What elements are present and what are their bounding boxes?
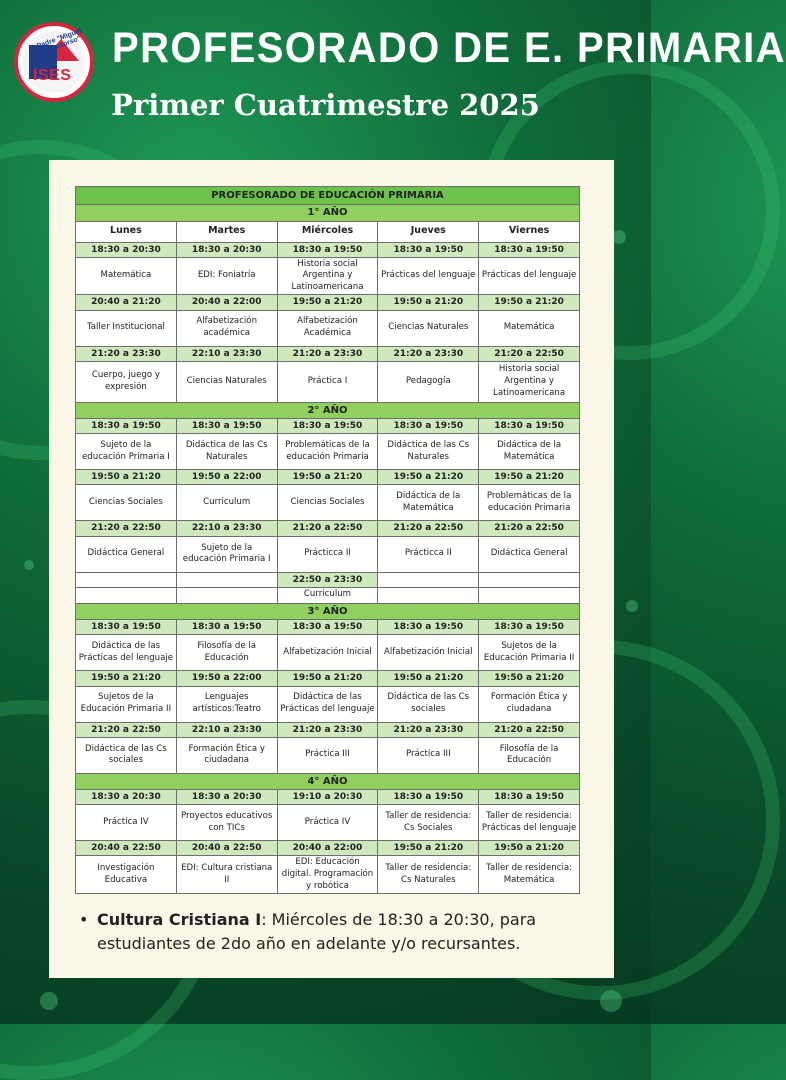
- subject-cell: Ciencias Sociales: [277, 485, 378, 521]
- note-label: Cultura Cristiana I: [97, 910, 262, 929]
- subject-cell: Didáctica General: [479, 536, 580, 572]
- subject-cell: Prácticca II: [378, 536, 479, 572]
- year-label: 3° AÑO: [76, 603, 580, 620]
- time-row: [76, 841, 580, 856]
- year-label: 1° AÑO: [76, 205, 580, 222]
- subject-cell: Cuerpo, juego y expresión: [76, 361, 177, 402]
- time-cell: 21:20 a 23:30: [76, 346, 177, 361]
- year-row: [76, 603, 580, 620]
- time-row: [76, 722, 580, 737]
- time-row: [76, 790, 580, 805]
- subject-cell: Taller de residencia: Matemática: [479, 856, 580, 894]
- subject-cell: Proyectos educativos con TICs: [176, 805, 277, 841]
- time-cell: 19:50 a 21:20: [76, 470, 177, 485]
- subject-cell: Taller de residencia: Prácticas del lenguaje: [479, 805, 580, 841]
- time-cell: 18:30 a 19:50: [479, 419, 580, 434]
- page-title: PROFESORADO DE E. PRIMARIA: [112, 24, 786, 72]
- subject-cell: Investigación Educativa: [76, 856, 177, 894]
- time-cell: 19:10 a 20:30: [277, 790, 378, 805]
- logo-ring-text: Padre "Miguel Bonaccorso": [36, 27, 83, 57]
- subject-cell: Curriculum: [176, 485, 277, 521]
- time-cell: 18:30 a 19:50: [76, 620, 177, 635]
- subject-cell: Formación Ética y ciudadana: [176, 737, 277, 773]
- time-cell: 18:30 a 19:50: [378, 419, 479, 434]
- time-cell: 19:50 a 21:20: [277, 295, 378, 310]
- time-cell: 19:50 a 21:20: [479, 470, 580, 485]
- subject-cell: Práctica IV: [76, 805, 177, 841]
- subject-row: [76, 310, 580, 346]
- subject-row: [76, 434, 580, 470]
- time-cell: 21:20 a 23:30: [277, 722, 378, 737]
- subject-cell: Didáctica de las Cs Naturales: [176, 434, 277, 470]
- subject-row: [76, 805, 580, 841]
- time-cell: 18:30 a 20:30: [176, 242, 277, 257]
- year-label: 2° AÑO: [76, 402, 580, 419]
- subject-cell: Didáctica de las Prácticas del lenguaje: [277, 686, 378, 722]
- time-cell: 20:40 a 22:50: [176, 841, 277, 856]
- time-cell: 18:30 a 19:50: [76, 419, 177, 434]
- subject-cell: Lenguajes artísticos:Teatro: [176, 686, 277, 722]
- subject-cell: Didáctica de las Prácticas del lenguaje: [76, 635, 177, 671]
- subject-cell: Alfabetización Inicial: [277, 635, 378, 671]
- subject-cell: Sujeto de la educación Primaria I: [76, 434, 177, 470]
- time-row: [76, 671, 580, 686]
- days-header-row: [76, 221, 580, 242]
- logo-text: ISES: [33, 67, 72, 84]
- subject-cell: Sujetos de la Educación Primaria II: [479, 635, 580, 671]
- subject-cell: Filosofía de la Educación: [176, 635, 277, 671]
- time-cell: 21:20 a 22:50: [76, 521, 177, 536]
- subject-cell: Didáctica de la Matemática: [378, 485, 479, 521]
- subject-cell: Prácticas del lenguaje: [479, 257, 580, 295]
- time-cell: 22:10 a 23:30: [176, 521, 277, 536]
- subject-cell: Taller Institucional: [76, 310, 177, 346]
- time-cell: 19:50 a 21:20: [378, 841, 479, 856]
- subject-cell: Historia social Argentina y Latinoamericana: [277, 257, 378, 295]
- time-cell: 19:50 a 21:20: [277, 470, 378, 485]
- subject-cell: Práctica III: [378, 737, 479, 773]
- time-cell: 19:50 a 22:00: [176, 671, 277, 686]
- subject-cell: Didáctica de las Cs sociales: [76, 737, 177, 773]
- time-cell: 21:20 a 22:50: [76, 722, 177, 737]
- time-cell: 22:10 a 23:30: [176, 346, 277, 361]
- time-cell: [479, 572, 580, 587]
- time-cell: 18:30 a 20:30: [176, 790, 277, 805]
- time-cell: 20:40 a 22:00: [277, 841, 378, 856]
- time-cell: 18:30 a 19:50: [176, 620, 277, 635]
- subject-cell: Alfabetización Inicial: [378, 635, 479, 671]
- subject-row: [76, 257, 580, 295]
- subject-row: [76, 587, 580, 603]
- subject-cell: Didáctica de las Cs sociales: [378, 686, 479, 722]
- subject-cell: Práctica IV: [277, 805, 378, 841]
- time-cell: 21:20 a 22:50: [277, 521, 378, 536]
- subject-cell: Sujetos de la Educación Primaria II: [76, 686, 177, 722]
- subject-cell: Ciencias Naturales: [378, 310, 479, 346]
- subject-cell: Práctica I: [277, 361, 378, 402]
- time-row: [76, 419, 580, 434]
- subject-cell: Alfabetización Académica: [277, 310, 378, 346]
- subject-row: [76, 635, 580, 671]
- subject-cell: Didáctica de la Matemática: [479, 434, 580, 470]
- subject-cell: Práctica III: [277, 737, 378, 773]
- logo-emblem-icon: [23, 27, 85, 93]
- time-cell: [176, 572, 277, 587]
- time-cell: [378, 572, 479, 587]
- time-cell: 20:40 a 21:20: [76, 295, 177, 310]
- subject-cell: Sujeto de la educación Primaria I: [176, 536, 277, 572]
- schedule-card: [49, 160, 614, 978]
- page-subtitle: Primer Cuatrimestre 2025: [111, 88, 540, 122]
- time-cell: 19:50 a 21:20: [378, 671, 479, 686]
- subject-cell: [176, 587, 277, 603]
- day-header: Lunes: [76, 221, 177, 242]
- time-cell: 20:40 a 22:00: [176, 295, 277, 310]
- subject-cell: Taller de residencia: Cs Sociales: [378, 805, 479, 841]
- subject-cell: Taller de residencia: Cs Naturales: [378, 856, 479, 894]
- subject-cell: Historia social Argentina y Latinoamericana: [479, 361, 580, 402]
- time-cell: 21:20 a 22:50: [479, 722, 580, 737]
- subject-cell: Alfabetización académica: [176, 310, 277, 346]
- subject-cell: EDI: Foniatría: [176, 257, 277, 295]
- time-cell: 22:50 a 23:30: [277, 572, 378, 587]
- time-cell: 19:50 a 22:00: [176, 470, 277, 485]
- time-cell: 19:50 a 21:20: [479, 671, 580, 686]
- subject-cell: [76, 587, 177, 603]
- time-cell: 20:40 a 22:50: [76, 841, 177, 856]
- time-cell: [76, 572, 177, 587]
- time-cell: 18:30 a 19:50: [277, 419, 378, 434]
- subject-cell: Matemática: [76, 257, 177, 295]
- subject-cell: Didáctica de las Cs Naturales: [378, 434, 479, 470]
- year-row: [76, 205, 580, 222]
- time-cell: 19:50 a 21:20: [378, 295, 479, 310]
- time-cell: 22:10 a 23:30: [176, 722, 277, 737]
- subject-cell: [479, 587, 580, 603]
- subject-cell: Prácticca II: [277, 536, 378, 572]
- time-row: [76, 346, 580, 361]
- time-cell: 21:20 a 22:50: [479, 521, 580, 536]
- time-cell: 18:30 a 19:50: [479, 790, 580, 805]
- time-row: [76, 470, 580, 485]
- time-row: [76, 295, 580, 310]
- time-cell: 19:50 a 21:20: [479, 295, 580, 310]
- subject-cell: Ciencias Naturales: [176, 361, 277, 402]
- day-header: Martes: [176, 221, 277, 242]
- subject-cell: Ciencias Sociales: [76, 485, 177, 521]
- time-cell: 18:30 a 19:50: [479, 620, 580, 635]
- time-cell: 18:30 a 19:50: [277, 620, 378, 635]
- time-cell: 19:50 a 21:20: [479, 841, 580, 856]
- time-cell: 19:50 a 21:20: [76, 671, 177, 686]
- subject-cell: Curriculum: [277, 587, 378, 603]
- subject-row: [76, 686, 580, 722]
- time-row: [76, 242, 580, 257]
- time-row: [76, 521, 580, 536]
- subject-cell: EDI: Cultura cristiana II: [176, 856, 277, 894]
- subject-cell: Pedagogía: [378, 361, 479, 402]
- subject-row: [76, 536, 580, 572]
- cultura-cristiana-note: [79, 908, 599, 956]
- time-cell: 21:20 a 23:30: [277, 346, 378, 361]
- time-cell: 18:30 a 19:50: [176, 419, 277, 434]
- time-cell: 18:30 a 19:50: [277, 242, 378, 257]
- subject-cell: [378, 587, 479, 603]
- subject-cell: EDI: Educación digital. Programación y robótica: [277, 856, 378, 894]
- table-heading: PROFESORADO DE EDUCACIÓN PRIMARIA: [76, 187, 580, 205]
- time-cell: 18:30 a 20:30: [76, 790, 177, 805]
- time-cell: 18:30 a 19:50: [479, 242, 580, 257]
- schedule-table: [75, 186, 580, 894]
- time-cell: 18:30 a 19:50: [378, 790, 479, 805]
- time-row: [76, 620, 580, 635]
- day-header: Jueves: [378, 221, 479, 242]
- time-cell: 18:30 a 19:50: [378, 242, 479, 257]
- time-cell: 21:20 a 22:50: [378, 521, 479, 536]
- subject-cell: Problemáticas de la educación Primaria: [479, 485, 580, 521]
- subject-cell: Formación Ética y ciudadana: [479, 686, 580, 722]
- subject-cell: Matemática: [479, 310, 580, 346]
- bullet-icon: •: [79, 910, 89, 929]
- time-row: [76, 572, 580, 587]
- subject-row: [76, 361, 580, 402]
- subject-cell: Prácticas del lenguaje: [378, 257, 479, 295]
- time-cell: 18:30 a 19:50: [378, 620, 479, 635]
- time-cell: 19:50 a 21:20: [378, 470, 479, 485]
- time-cell: 19:50 a 21:20: [277, 671, 378, 686]
- subject-row: [76, 485, 580, 521]
- subject-row: [76, 737, 580, 773]
- subject-cell: Filosofía de la Educación: [479, 737, 580, 773]
- day-header: Viernes: [479, 221, 580, 242]
- day-header: Miércoles: [277, 221, 378, 242]
- year-row: [76, 402, 580, 419]
- time-cell: 21:20 a 23:30: [378, 722, 479, 737]
- subject-row: [76, 856, 580, 894]
- year-label: 4° AÑO: [76, 773, 580, 790]
- subject-cell: Didáctica General: [76, 536, 177, 572]
- note-text: : Miércoles de 18:30 a 20:30, para estudiantes de 2do año en adelante y/o recursantes.: [97, 910, 537, 953]
- time-cell: 21:20 a 22:50: [479, 346, 580, 361]
- subject-cell: Problemáticas de la educación Primaria: [277, 434, 378, 470]
- year-row: [76, 773, 580, 790]
- time-cell: 21:20 a 23:30: [378, 346, 479, 361]
- time-cell: 18:30 a 20:30: [76, 242, 177, 257]
